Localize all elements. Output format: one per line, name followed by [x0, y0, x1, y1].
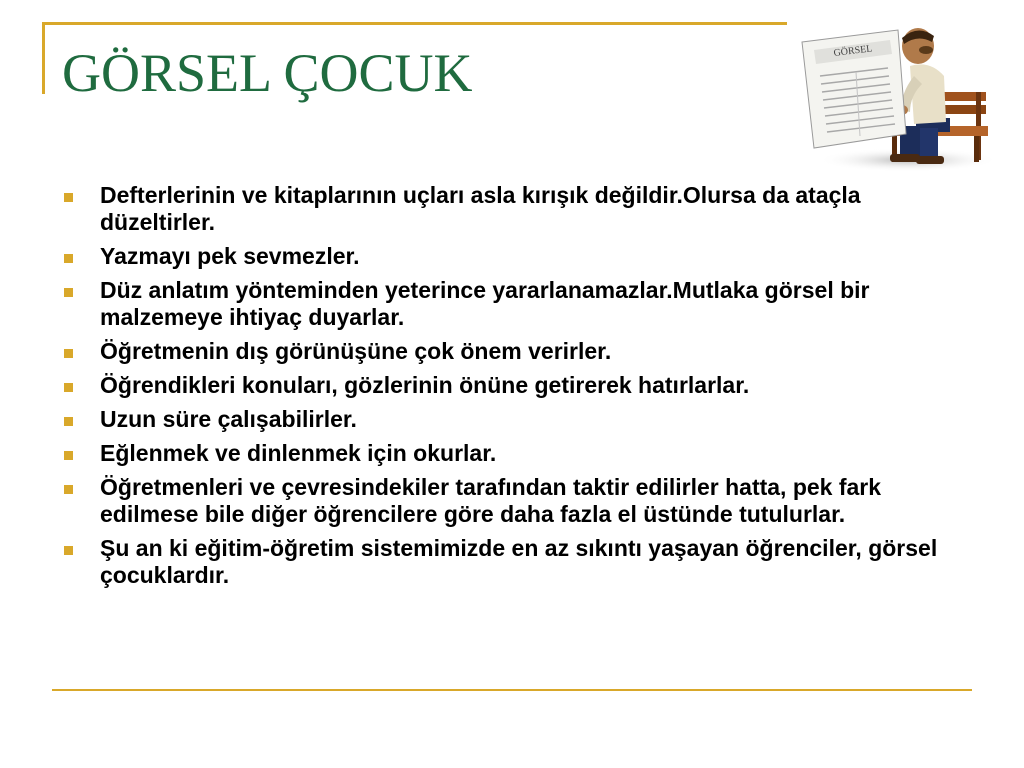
list-item — [62, 182, 967, 236]
title-accent-horizontal-line — [42, 22, 787, 25]
list-item — [62, 277, 967, 331]
list-item — [62, 406, 967, 433]
square-bullet-icon — [64, 417, 73, 426]
list-item — [62, 338, 967, 365]
bullet-text: Defterlerinin ve kitaplarının uçları asla kırışık değildir.Olursa da ataçla düzeltirler. — [100, 182, 861, 235]
bullet-text: Yazmayı pek sevmezler. — [100, 243, 360, 269]
man-reading-newspaper-on-bench-icon — [798, 22, 992, 174]
square-bullet-icon — [64, 383, 73, 392]
square-bullet-icon — [64, 451, 73, 460]
square-bullet-icon — [64, 349, 73, 358]
newspaper-masthead: GÖRSEL — [833, 43, 873, 59]
bullet-text: Öğretmenleri ve çevresindekiler tarafından taktir edilirler hatta, pek fark edilmese bile diğer öğrencilere göre daha fazla el üstünde tutulurlar. — [100, 474, 882, 527]
list-item — [62, 243, 967, 270]
slide-title: GÖRSEL ÇOCUK — [62, 43, 473, 103]
bullet-text: Eğlenmek ve dinlenmek için okurlar. — [100, 440, 497, 466]
square-bullet-icon — [64, 288, 73, 297]
bullet-text: Düz anlatım yönteminden yeterince yararlanamazlar.Mutlaka görsel bir malzemeye ihtiyaç duyarlar. — [100, 277, 870, 330]
square-bullet-icon — [64, 254, 73, 263]
bullet-text: Öğretmenin dış görünüşüne çok önem verirler. — [100, 338, 612, 364]
title-accent-vertical-line — [42, 22, 45, 94]
bullet-text: Öğrendikleri konuları, gözlerinin önüne getirerek hatırlarlar. — [100, 372, 750, 398]
bullet-text: Uzun süre çalışabilirler. — [100, 406, 357, 432]
bullet-text: Şu an ki eğitim-öğretim sistemimizde en az sıkıntı yaşayan öğrenciler, görsel çocuklardır. — [100, 535, 938, 588]
square-bullet-icon — [64, 485, 73, 494]
list-item — [62, 535, 967, 589]
footer-accent-line — [52, 689, 972, 691]
bullet-list — [62, 182, 967, 596]
square-bullet-icon — [64, 193, 73, 202]
list-item — [62, 372, 967, 399]
square-bullet-icon — [64, 546, 73, 555]
list-item — [62, 440, 967, 467]
list-item — [62, 474, 967, 528]
